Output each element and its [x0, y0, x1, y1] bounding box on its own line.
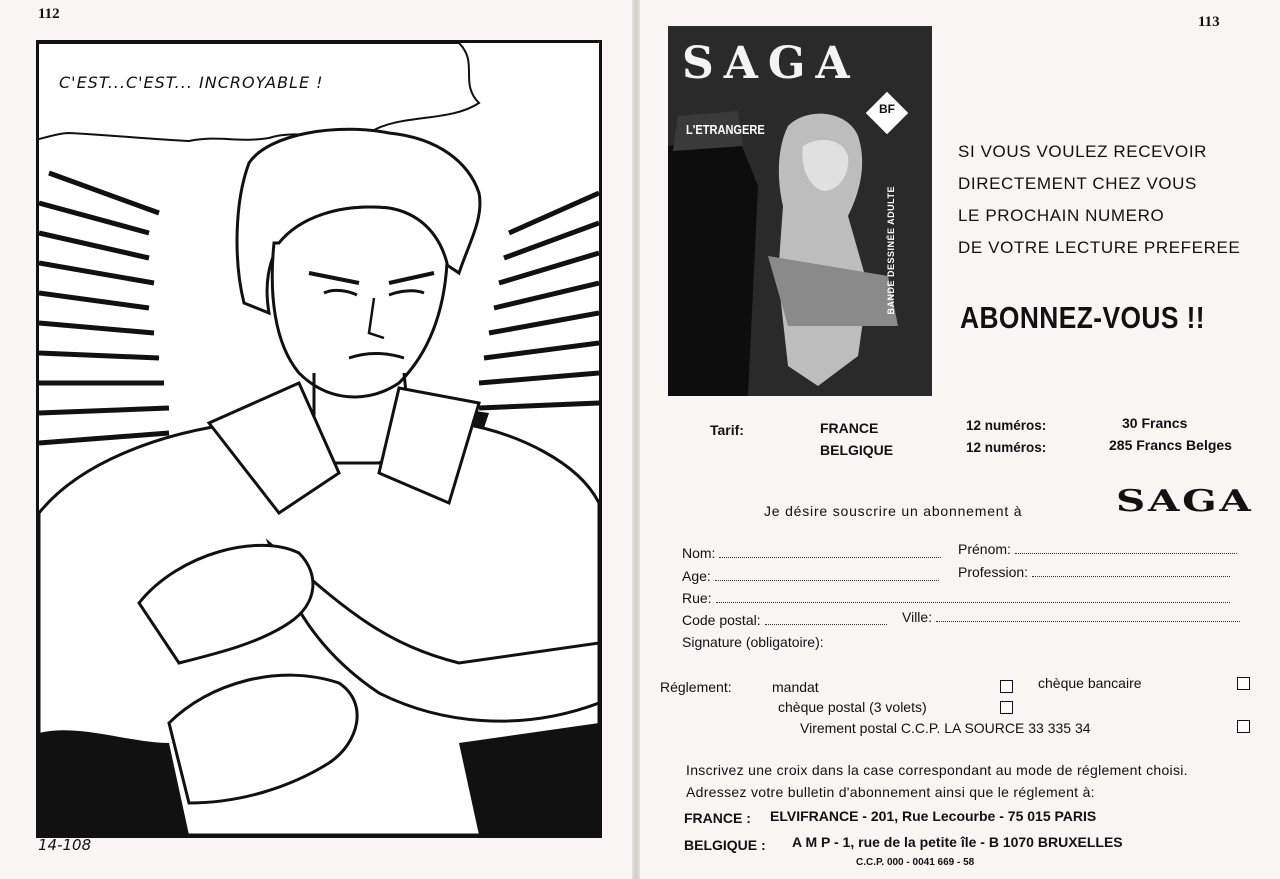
- mandat-checkbox[interactable]: [1000, 680, 1013, 693]
- promo-line: SI VOUS VOULEZ RECEVOIR: [958, 142, 1208, 161]
- page-number-left: 112: [38, 6, 60, 22]
- payment-cheque-bancaire-label: chèque bancaire: [1038, 675, 1142, 691]
- tarif-country: FRANCE: [820, 420, 879, 436]
- code-postal-line[interactable]: [765, 623, 887, 625]
- page-number-right: 113: [1198, 14, 1220, 30]
- payment-mandat-label: mandat: [772, 679, 819, 695]
- prenom-line[interactable]: [1015, 552, 1237, 554]
- form-label-profession: Profession:: [958, 564, 1029, 580]
- cheque-postal-checkbox[interactable]: [1000, 701, 1013, 714]
- form-label-signature: Signature (obligatoire):: [682, 634, 824, 650]
- form-label-ville: Ville:: [902, 609, 933, 625]
- speed-lines-left: [39, 173, 169, 443]
- ville-line[interactable]: [936, 620, 1240, 622]
- ccp-number: C.C.P. 000 - 0041 669 - 58: [856, 857, 975, 868]
- form-label-prenom: Prénom:: [958, 541, 1011, 557]
- form-field-age[interactable]: [682, 568, 939, 584]
- cheque-bancaire-checkbox[interactable]: [1237, 677, 1250, 690]
- promo-line: DIRECTEMENT CHEZ VOUS: [958, 174, 1197, 193]
- payment-label: Réglement:: [660, 679, 732, 695]
- speech-bubble-text: C'EST...C'EST... INCROYABLE !: [59, 73, 324, 92]
- cover-badge-text: BF: [879, 101, 895, 116]
- nom-line[interactable]: [719, 556, 941, 558]
- subscribe-text: Je désire souscrire un abonnement à: [764, 503, 1023, 519]
- comic-illustration: [39, 43, 599, 835]
- promo-line: LE PROCHAIN NUMERO: [958, 206, 1165, 225]
- form-label-code-postal: Code postal:: [682, 612, 761, 628]
- comic-panel: [36, 40, 602, 838]
- address-france: ELVIFRANCE - 201, Rue Lecourbe - 75 015 PARIS: [770, 808, 1097, 824]
- panel-code: 14-108: [38, 836, 92, 854]
- address-france-label: FRANCE :: [684, 810, 751, 826]
- tarif-issues: 12 numéros:: [966, 440, 1047, 455]
- address-belgique-label: BELGIQUE :: [684, 837, 766, 853]
- tarif-issues: 12 numéros:: [966, 418, 1047, 433]
- book-gutter: [632, 0, 640, 879]
- tarif-label: Tarif:: [710, 422, 744, 438]
- speed-lines-right: [479, 193, 599, 408]
- payment-cheque-postal-label: chèque postal (3 volets): [778, 699, 927, 715]
- left-page: [0, 0, 636, 879]
- cover-title: SAGA: [682, 38, 860, 89]
- form-field-profession[interactable]: [958, 564, 1230, 580]
- promo-text: [958, 136, 1240, 264]
- magazine-cover: [668, 26, 932, 396]
- payment-virement-label: Virement postal C.C.P. LA SOURCE 33 335 34: [800, 720, 1091, 736]
- instruction-line: Inscrivez une croix dans la case correspondant au mode de réglement choisi.: [686, 762, 1188, 778]
- cover-subtitle: L'ETRANGERE: [686, 122, 765, 137]
- tarif-country: BELGIQUE: [820, 442, 894, 458]
- form-field-rue[interactable]: [682, 590, 1230, 606]
- address-belgique: A M P - 1, rue de la petite île - B 1070 BRUXELLES: [792, 834, 1123, 850]
- profession-line[interactable]: [1032, 575, 1230, 577]
- instruction-line: Adressez votre bulletin d'abonnement ainsi que le réglement à:: [686, 784, 1095, 800]
- promo-line: DE VOTRE LECTURE PREFEREE: [958, 238, 1241, 257]
- virement-checkbox[interactable]: [1237, 720, 1250, 733]
- speech-bubble-outline: [39, 43, 479, 141]
- form-field-prenom[interactable]: [958, 541, 1237, 557]
- tarif-price: 30 Francs: [1122, 415, 1188, 431]
- rue-line[interactable]: [716, 601, 1230, 603]
- form-label-age: Age:: [682, 568, 711, 584]
- cover-vertical-text: BANDE DESSINÉE ADULTE: [886, 186, 896, 315]
- right-page: [640, 0, 1280, 879]
- age-line[interactable]: [715, 579, 939, 581]
- form-field-ville[interactable]: [902, 609, 1240, 625]
- form-field-code-postal[interactable]: [682, 612, 887, 628]
- form-field-signature: [682, 634, 824, 650]
- form-label-rue: Rue:: [682, 590, 712, 606]
- form-label-nom: Nom:: [682, 545, 716, 561]
- tarif-price: 285 Francs Belges: [1109, 437, 1232, 453]
- form-field-nom[interactable]: [682, 545, 941, 561]
- saga-logo: SAGA: [1116, 484, 1254, 519]
- headline: ABONNEZ-VOUS !!: [960, 300, 1205, 335]
